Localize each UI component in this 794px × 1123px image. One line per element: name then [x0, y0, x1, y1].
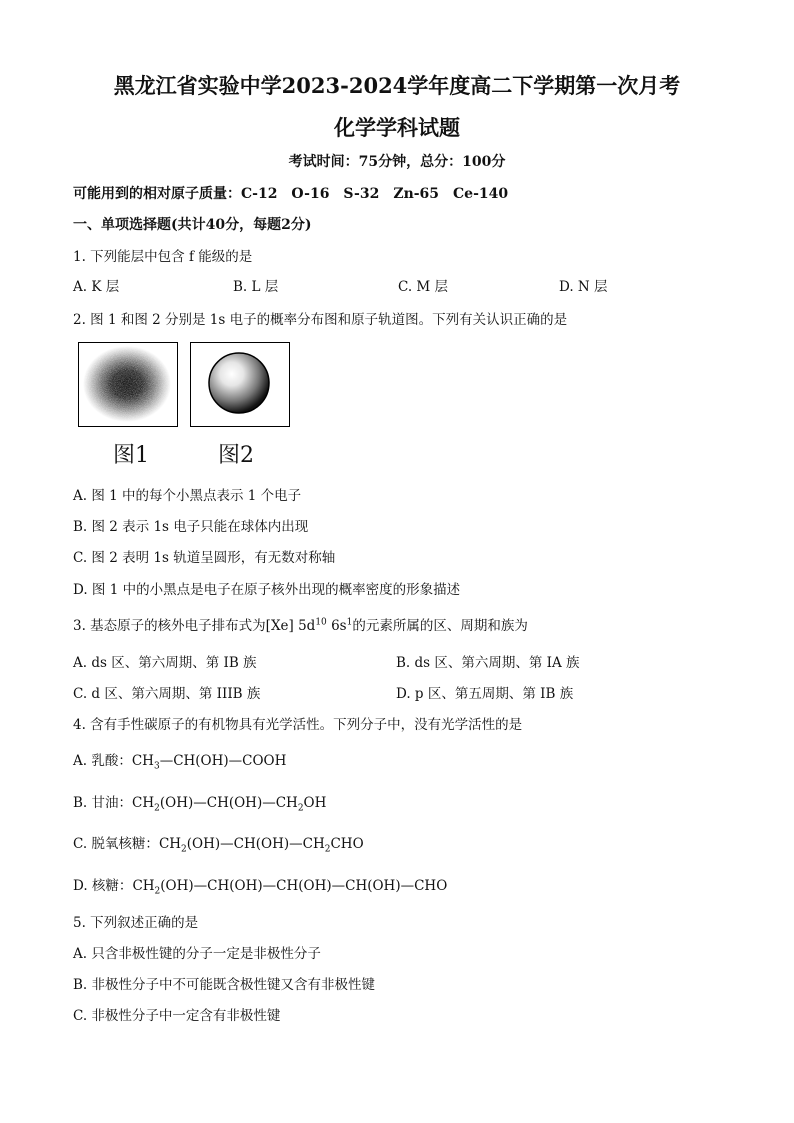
exam-title: 黑龙江省实验中学2023-2024学年度高二下学期第一次月考 — [113, 73, 681, 98]
q4-c-label: C. 脱氧核糖： — [73, 836, 159, 852]
q1-option-c: C. M 层 — [398, 279, 449, 295]
q3-sup-2: 1 — [346, 617, 353, 628]
q4-d-formula: $CH_2(OH)—CH(OH)—CH(OH)—CH(OH)—CHO$ — [132, 878, 448, 897]
q3-option-d: D. p 区、第五周期、第 IB 族 — [396, 686, 574, 702]
q5-option-c: C. 非极性分子中一定含有非极性键 — [73, 1008, 281, 1024]
q4-option-c — [73, 832, 364, 855]
q3-option-a: A. ds 区、第六周期、第 IB 族 — [73, 655, 257, 671]
question-4-stem: 4. 含有手性碳原子的有机物具有光学活性。下列分子中，没有光学活性的是 — [73, 717, 523, 733]
exam-info: 考试时间：75分钟，总分：100分 — [288, 154, 506, 170]
question-2-stem: 2. 图 1 和图 2 分别是 1s 电子的概率分布图和原子轨道图。下列有关认识正确的是 — [73, 312, 568, 328]
q2-option-a: A. 图 1 中的每个小黑点表示 1 个电子 — [73, 488, 302, 504]
q3-stem-pre: 3. 基态原子的核外电子排布式为[Xe] 5d — [73, 618, 316, 634]
q4-c-formula: $CH_2(OH)—CH(OH)—CH_2CHO$ — [158, 836, 364, 855]
section-heading: 一、单项选择题(共计40分，每题2分) — [73, 217, 312, 233]
q2-option-c: C. 图 2 表明 1s 轨道呈圆形，有无数对称轴 — [73, 550, 336, 566]
q4-option-d — [73, 874, 447, 897]
q1-option-d: D. N 层 — [559, 279, 608, 295]
q4-b-formula: $CH_2(OH)—CH(OH)—CH_2OH$ — [132, 795, 327, 814]
q3-option-b: B. ds 区、第六周期、第 IA 族 — [396, 655, 580, 671]
q1-option-a: A. K 层 — [73, 279, 120, 295]
q5-option-b: B. 非极性分子中不可能既含极性键又含有非极性键 — [73, 977, 376, 993]
figure-1-caption: 图1 — [113, 443, 149, 468]
q4-option-b — [73, 791, 326, 814]
q3-stem-mid: 6s — [326, 618, 347, 634]
figure-1-electron-cloud — [78, 342, 178, 427]
q3-sup-1: 10 — [315, 617, 327, 628]
question-5-stem: 5. 下列叙述正确的是 — [73, 915, 199, 931]
q1-option-b: B. L 层 — [233, 279, 279, 295]
question-1-stem: 1. 下列能层中包含 f 能级的是 — [73, 249, 253, 265]
q5-option-a: A. 只含非极性键的分子一定是非极性分子 — [73, 946, 321, 962]
q2-option-b: B. 图 2 表示 1s 电子只能在球体内出现 — [73, 519, 309, 535]
q3-stem-post: 的元素所属的区、周期和族为 — [352, 618, 528, 634]
atomic-masses: 可能用到的相对原子质量：C-12 O-16 S-32 Zn-65 Ce-140 — [73, 186, 509, 202]
exam-subtitle: 化学学科试题 — [334, 115, 460, 140]
q4-b-label: B. 甘油： — [73, 795, 133, 811]
q2-option-d: D. 图 1 中的小黑点是电子在原子核外出现的概率密度的形象描述 — [73, 582, 461, 598]
figure-2-orbital-sphere — [190, 342, 290, 427]
question-3-stem — [73, 614, 528, 634]
q3-option-c: C. d 区、第六周期、第 IIIB 族 — [73, 686, 261, 702]
q4-a-formula: $CH_3—CH(OH)—COOH$ — [131, 753, 287, 772]
figure-2-caption: 图2 — [218, 443, 254, 468]
q4-option-a — [73, 749, 286, 772]
q4-a-label: A. 乳酸： — [73, 753, 132, 769]
q4-d-label: D. 核糖： — [73, 878, 133, 894]
